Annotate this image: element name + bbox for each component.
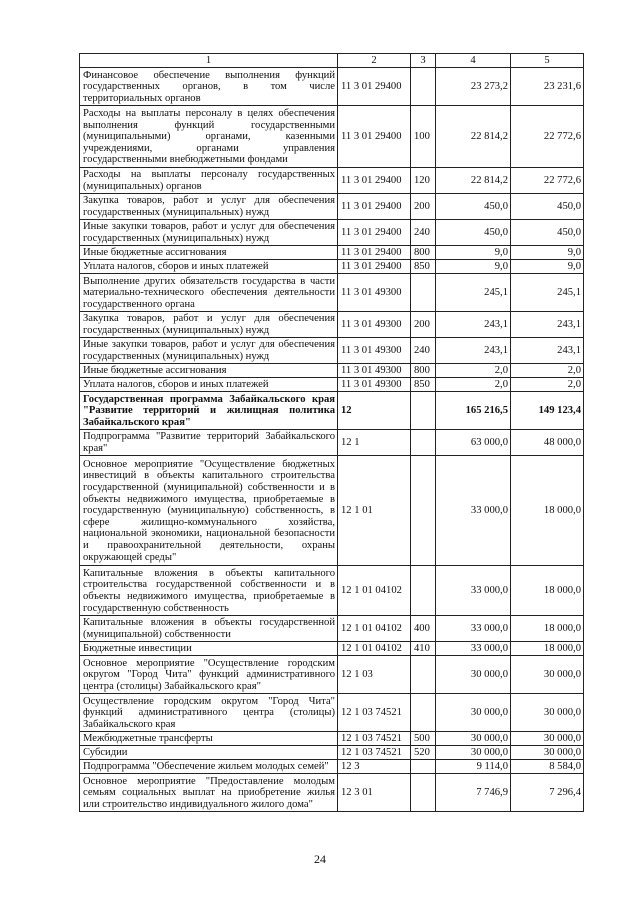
row-value-year1: 22 814,2 [436,106,511,168]
table-row [80,274,584,312]
row-value-year1: 245,1 [436,274,511,312]
col-header-1: 1 [80,54,338,68]
table-row [80,616,584,642]
table-row [80,732,584,746]
table-row [80,642,584,656]
row-code: 11 3 01 49300 [338,338,411,364]
row-expense-type: 500 [411,732,436,746]
table-row [80,220,584,246]
row-expense-type: 240 [411,220,436,246]
row-code: 11 3 01 49300 [338,378,411,392]
row-value-year2: 2,0 [511,378,584,392]
row-value-year2: 243,1 [511,338,584,364]
row-value-year2: 30 000,0 [511,694,584,732]
row-name: Государственная программа Забайкальского края "Развитие территорий и жилищная политика Забайкальского края" [80,392,338,430]
row-name: Бюджетные инвестиции [80,642,338,656]
row-value-year1: 33 000,0 [436,642,511,656]
row-value-year2: 450,0 [511,220,584,246]
row-value-year2: 18 000,0 [511,642,584,656]
table-row [80,106,584,168]
row-value-year1: 30 000,0 [436,732,511,746]
row-expense-type: 850 [411,378,436,392]
row-value-year1: 33 000,0 [436,566,511,616]
row-value-year2: 9,0 [511,260,584,274]
table-row [80,378,584,392]
row-name: Межбюджетные трансферты [80,732,338,746]
row-value-year2: 450,0 [511,194,584,220]
row-name: Расходы на выплаты персоналу государственных (муниципальных) органов [80,168,338,194]
row-name: Финансовое обеспечение выполнения функций государственных органов, в том числе территориальных органов [80,68,338,106]
table-row [80,392,584,430]
row-expense-type [411,456,436,566]
row-value-year2: 149 123,4 [511,392,584,430]
table-row [80,194,584,220]
row-value-year1: 33 000,0 [436,456,511,566]
col-header-2: 2 [338,54,411,68]
row-value-year1: 450,0 [436,194,511,220]
row-expense-type: 850 [411,260,436,274]
row-code: 12 1 [338,430,411,456]
row-name: Уплата налогов, сборов и иных платежей [80,260,338,274]
row-value-year1: 9,0 [436,246,511,260]
row-code: 11 3 01 49300 [338,274,411,312]
row-code: 12 1 03 74521 [338,732,411,746]
row-value-year2: 18 000,0 [511,456,584,566]
row-expense-type: 200 [411,312,436,338]
row-name: Иные бюджетные ассигнования [80,364,338,378]
table-row [80,694,584,732]
row-code: 12 1 01 04102 [338,616,411,642]
row-code: 11 3 01 29400 [338,220,411,246]
row-expense-type [411,566,436,616]
row-value-year2: 243,1 [511,312,584,338]
table-row [80,760,584,774]
table-row [80,430,584,456]
row-value-year1: 30 000,0 [436,746,511,760]
table-row [80,246,584,260]
row-code: 12 [338,392,411,430]
row-expense-type [411,392,436,430]
row-expense-type: 400 [411,616,436,642]
row-code: 11 3 01 29400 [338,68,411,106]
table-row [80,774,584,812]
row-value-year2: 9,0 [511,246,584,260]
row-name: Подпрограмма "Развитие территорий Забайкальского края" [80,430,338,456]
row-name: Капитальные вложения в объекты государственной (муниципальной) собственности [80,616,338,642]
row-name: Расходы на выплаты персоналу в целях обеспечения выполнения функций государственными (муниципальными) органами, казенными учреждениями, органами управления государственными внебюджетными фондами [80,106,338,168]
row-name: Осуществление городским округом "Город Чита" функций административного центра (столицы) Забайкальского края [80,694,338,732]
row-value-year2: 23 231,6 [511,68,584,106]
row-value-year1: 450,0 [436,220,511,246]
row-value-year2: 18 000,0 [511,616,584,642]
row-code: 12 3 [338,760,411,774]
row-code: 11 3 01 29400 [338,168,411,194]
row-expense-type: 410 [411,642,436,656]
row-value-year2: 2,0 [511,364,584,378]
row-name: Подпрограмма "Обеспечение жильем молодых семей" [80,760,338,774]
table-row [80,338,584,364]
row-code: 11 3 01 49300 [338,312,411,338]
table-row [80,566,584,616]
row-code: 11 3 01 49300 [338,364,411,378]
table-row [80,746,584,760]
row-expense-type: 800 [411,364,436,378]
table-row [80,168,584,194]
row-value-year1: 22 814,2 [436,168,511,194]
row-code: 12 1 03 74521 [338,746,411,760]
table-row [80,68,584,106]
row-expense-type [411,430,436,456]
row-value-year1: 7 746,9 [436,774,511,812]
row-name: Выполнение других обязательств государства в части материально-технического обеспечения деятельности государственного органа [80,274,338,312]
row-value-year1: 30 000,0 [436,694,511,732]
row-expense-type: 240 [411,338,436,364]
row-code: 12 1 03 74521 [338,694,411,732]
row-code: 12 1 03 [338,656,411,694]
budget-table [79,53,584,812]
row-value-year1: 63 000,0 [436,430,511,456]
row-name: Иные бюджетные ассигнования [80,246,338,260]
row-value-year1: 9,0 [436,260,511,274]
row-value-year2: 245,1 [511,274,584,312]
row-code: 12 1 01 [338,456,411,566]
row-value-year2: 30 000,0 [511,656,584,694]
row-value-year1: 9 114,0 [436,760,511,774]
row-name: Капитальные вложения в объекты капитального строительства государственной собственности и в объекты недвижимого имущества, приобретаемые в государственную собственность [80,566,338,616]
header-row [80,54,584,68]
row-value-year1: 30 000,0 [436,656,511,694]
row-value-year1: 165 216,5 [436,392,511,430]
row-code: 11 3 01 29400 [338,194,411,220]
table-row [80,260,584,274]
row-name: Уплата налогов, сборов и иных платежей [80,378,338,392]
col-header-5: 5 [511,54,584,68]
row-name: Иные закупки товаров, работ и услуг для обеспечения государственных (муниципальных) нужд [80,220,338,246]
row-expense-type: 100 [411,106,436,168]
row-value-year2: 22 772,6 [511,106,584,168]
row-code: 12 1 01 04102 [338,642,411,656]
row-expense-type: 800 [411,246,436,260]
row-value-year2: 8 584,0 [511,760,584,774]
row-code: 12 1 01 04102 [338,566,411,616]
row-value-year1: 2,0 [436,378,511,392]
row-value-year2: 7 296,4 [511,774,584,812]
row-code: 11 3 01 29400 [338,260,411,274]
row-expense-type: 200 [411,194,436,220]
table-row [80,312,584,338]
table-row [80,364,584,378]
row-value-year1: 243,1 [436,338,511,364]
row-value-year1: 33 000,0 [436,616,511,642]
row-expense-type [411,274,436,312]
row-expense-type [411,694,436,732]
col-header-4: 4 [436,54,511,68]
row-value-year2: 30 000,0 [511,732,584,746]
row-value-year1: 243,1 [436,312,511,338]
table-row [80,456,584,566]
row-value-year2: 48 000,0 [511,430,584,456]
row-name: Основное мероприятие "Осуществление городским округом "Город Чита" функций административного центра (столицы) Забайкальского края" [80,656,338,694]
row-code: 12 3 01 [338,774,411,812]
row-expense-type [411,68,436,106]
row-value-year1: 2,0 [436,364,511,378]
row-expense-type [411,760,436,774]
page-number: 24 [314,852,326,866]
row-name: Иные закупки товаров, работ и услуг для обеспечения государственных (муниципальных) нужд [80,338,338,364]
row-value-year2: 22 772,6 [511,168,584,194]
row-name: Субсидии [80,746,338,760]
row-expense-type: 120 [411,168,436,194]
row-expense-type [411,656,436,694]
row-name: Основное мероприятие "Предоставление молодым семьям социальных выплат на приобретение жилья или строительство индивидуального жилого дома" [80,774,338,812]
row-code: 11 3 01 29400 [338,246,411,260]
row-value-year2: 18 000,0 [511,566,584,616]
row-name: Основное мероприятие "Осуществление бюджетных инвестиций в объекты капитального строительства государственной (муниципальной) собственности и в объекты недвижимого имущества, приобретаемые в государственную (муниципальную) собственность, в сфере жилищно-коммунального хозяйства, национальной экономики, национальной безопасности и правоохранительной деятельности, охраны окружающей среды" [80,456,338,566]
col-header-3: 3 [411,54,436,68]
row-name: Закупка товаров, работ и услуг для обеспечения государственных (муниципальных) нужд [80,194,338,220]
table-row [80,656,584,694]
row-expense-type: 520 [411,746,436,760]
row-value-year2: 30 000,0 [511,746,584,760]
row-name: Закупка товаров, работ и услуг для обеспечения государственных (муниципальных) нужд [80,312,338,338]
row-expense-type [411,774,436,812]
row-value-year1: 23 273,2 [436,68,511,106]
row-code: 11 3 01 29400 [338,106,411,168]
